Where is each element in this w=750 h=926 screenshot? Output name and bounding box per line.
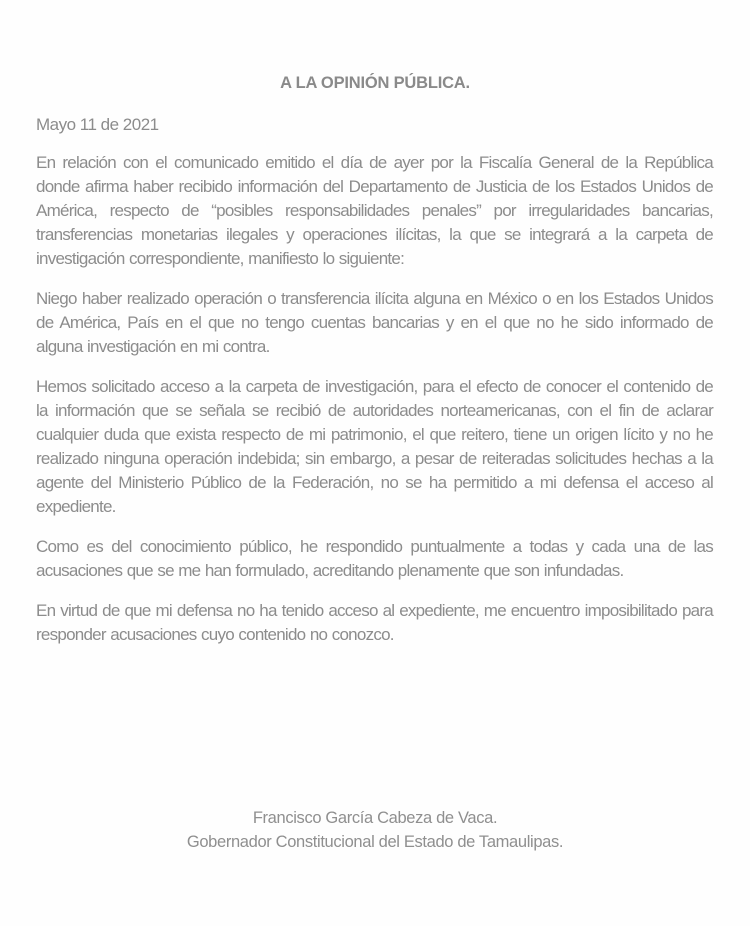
paragraph-context: En relación con el comunicado emitido el día de ayer por la Fiscalía General de la República donde afirma haber recibido información del Departamento de Justicia de los Estados Unidos de América, respecto de “posibles responsabilidades penales” por irregularidades bancarias, transferencias monetarias ilegales y operaciones ilícitas, la que se integrará a la carpeta de investigación correspondiente, manifiesto lo siguiente: xyxy=(36,153,713,268)
document-date: Mayo 11 de 2021 xyxy=(36,115,159,134)
paragraph-denial: Niego haber realizado operación o transferencia ilícita alguna en México o en los Estados Unidos de América, País en el que no tengo cuentas bancarias y en el que no he sido informado de alguna investigación en mi contra. xyxy=(36,289,713,356)
paragraph-conclusion: En virtud de que mi defensa no ha tenido acceso al expediente, me encuentro imposibilitado para responder acusaciones cuyo contenido no conozco. xyxy=(36,601,713,644)
signatory-position: Gobernador Constitucional del Estado de Tamaulipas. xyxy=(186,833,564,851)
paragraph-public-response: Como es del conocimiento público, he respondido puntualmente a todas y cada una de las acusaciones que se me han formulado, acreditando plenamente que son infundadas. xyxy=(36,537,713,580)
paragraph-access-request: Hemos solicitado acceso a la carpeta de investigación, para el efecto de conocer el contenido de la información que se señala se recibió de autoridades norteamericanas, con el fin de aclarar cualquier duda que exista respecto de mi patrimonio, el que reitero, tiene un origen lícito y no he realizado ninguna operación indebida; sin embargo, a pesar de reiteradas solicitudes hechas a la agente del Ministerio Público de la Federación, no se ha permitido a mi defensa el acceso al expediente. xyxy=(36,377,713,516)
signature-block xyxy=(0,806,750,854)
signatory-name: Francisco García Cabeza de Vaca. xyxy=(252,809,498,827)
document-title: A LA OPINIÓN PÚBLICA. xyxy=(280,74,470,92)
document-body xyxy=(36,151,713,663)
